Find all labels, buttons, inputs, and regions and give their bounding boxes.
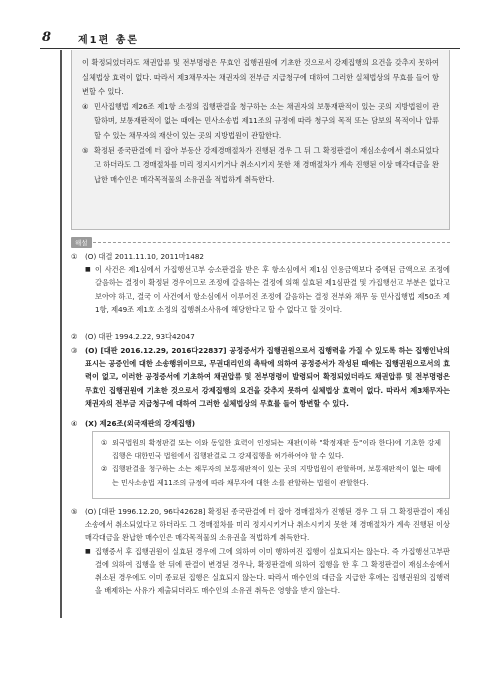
explanation-rule: [93, 242, 450, 243]
box-item-4: [82, 100, 439, 144]
header-rule: [40, 48, 460, 49]
item-text: 민사집행법 제26조 제1항 소정의 집행판결을 청구하는 소는 채권자의 보통재판적이 있는 곳의 지방법원이 관할하며, 보통재판적이 없는 때에는 민사소송법 제11조의 규정에 따라 청구의 목적 또는 담보의 목적이나 압류할 수 있는 채무자의 재산이 있는 곳의 지방법원이 관할한다.: [94, 101, 439, 140]
answer-number: ④: [71, 419, 78, 428]
answer-4: [71, 417, 450, 430]
answer-number: ②: [71, 332, 78, 341]
statute-clause-2: [101, 463, 441, 489]
box-item-5: [82, 144, 439, 188]
answer-number: ⑤: [71, 507, 78, 516]
answer-number: ①: [71, 252, 78, 261]
question-box: [71, 50, 450, 230]
answer-heading: (O) [대판 2016.12.29, 2016다22837] 공정증서가 집행권원으로서 집행력을 가질 수 있도록 하는 집행인낙의 표시는 공증인에 대한 소송행위이므로, 무권대리인의 촉탁에 의하여 공정증서가 작성된 때에는 집행권원으로서의 효력이 없고, 이러한 공정증서에 기초하여 채권압류 및 전부명령이 발령되어 확정되었더라도 채권압류 및 전부명령은 무효인 집행권원에 기초한 것으로서 강제집행의 요건을 갖추지 못하여 실체법상 효력이 없다. 따라서 제3채무자는 채권자의 전부금 지급청구에 대하여 그러한 실체법상의 무효를 들어 항변할 수 있다.: [85, 346, 450, 408]
answer-heading: (O) 대결 2011.11.10, 2011마1482: [85, 252, 204, 261]
answer-heading: (X) 제26조(외국재판의 강제집행): [85, 419, 196, 428]
answer-heading: (O) 대판 1994.2.22, 93다42047: [85, 332, 195, 341]
clause-number: ②: [101, 465, 108, 474]
clause-text: 집행판결을 청구하는 소는 채무자의 보통재판적이 있는 곳의 지방법원이 관할하며, 보통재판적이 없는 때에는 민사소송법 제11조의 규정에 따라 채무자에 대한 소를 관할하는 법원이 관할한다.: [112, 465, 441, 487]
statute-clause-1: [101, 437, 441, 463]
bullet-icon: ■: [85, 547, 91, 555]
margin-bar: [60, 50, 62, 618]
chapter-title: 제1편 총론: [78, 35, 140, 46]
answer-note: [71, 263, 450, 316]
page-header: [0, 0, 500, 52]
clause-text: 외국법원의 확정판결 또는 이와 동일한 효력이 인정되는 재판(이하 "확정재판 등"이라 한다)에 기초한 강제집행은 대한민국 법원에서 집행판결로 그 강제집행을 허가하여야 할 수 있다.: [112, 439, 441, 461]
answer-1: [71, 250, 450, 316]
answer-note: [71, 545, 450, 598]
answer-number: ③: [71, 346, 78, 355]
answer-5: [71, 505, 450, 597]
item-number: ④: [82, 101, 89, 111]
item-number: ⑤: [82, 145, 89, 155]
item-text: 확정된 종국판결에 터 잡아 부동산 강제경매절차가 진행된 경우 그 뒤 그 확정판결이 재심소송에서 취소되었다고 하더라도 그 경매절차를 미리 정지시키거나 취소시키지 못한 채 경매절차가 계속 진행된 이상 매각대금을 완납한 매수인은 매각목적물의 소유권을 적법하게 취득한다.: [94, 145, 439, 184]
explanation-label: 해설: [71, 237, 92, 248]
note-text: 집행증서 후 집행권원이 실효된 경우에 그에 의하여 이미 행하여진 집행이 실효되지는 않는다. 즉 가집행선고부판결에 의하여 집행을 한 뒤에 판결이 변경된 경우나, 확정판결에 의하여 집행을 한 후 그 확정판결이 재심소송에서 취소된 경우에도 이미 종료된 집행은 실효되지 않는다. 따라서 매수인의 대금을 지급한 후에는 집행권원의 집행력을 배제하는 사유가 제출되더라도 매수인의 소유권 취득은 영향을 받지 않는다.: [95, 546, 450, 596]
statute-box: [92, 431, 450, 499]
page-number: 8: [42, 30, 52, 45]
bullet-icon: ■: [85, 266, 91, 274]
answer-3: [71, 344, 450, 410]
answer-2: [71, 330, 450, 343]
clause-number: ①: [101, 439, 108, 447]
note-text: 이 사건은 제1심에서 가집행선고부 승소판결을 받은 후 항소심에서 제1심 인용금액보다 증액된 금액으로 조정에 갈음하는 결정이 확정된 경우이므로 조정에 갈음하는 결정에 의해 실효된 제1심판결 및 가집행선고 부분은 없다고 보아야 하고, 결국 이 사건에서 항소심에서 이루어진 조정에 갈음하는 결정 전부와 채무 등 민사집행법 제50조 제1항, 제49조 제1호 소정의 집행취소사유에 해당한다고 할 수 없다고 할 것이다.: [95, 265, 450, 314]
answer-heading: (O) [대판 1996.12.20, 96다42628] 확정된 종국판결에 터 잡아 경매절차가 진행된 경우 그 뒤 그 확정판결이 재심소송에서 취소되었다고 하더라도 그 경매절차를 미리 정지시키거나 취소시키지 못한 채 경매절차가 계속 진행된 이상 매각대금을 완납한 매수인은 매각목적물의 소유권을 적법하게 취득한다.: [85, 507, 450, 543]
box-continued-text: 이 확정되었더라도 채권압류 및 전부명령은 무효인 집행권원에 기초한 것으로서 강제집행의 요건을 갖추지 못하여 실체법상 효력이 없다. 따라서 제3채무자는 채권자의 전부금 지급청구에 대하여 그러한 실체법상의 무효를 들어 항변할 수 있다.: [82, 58, 439, 97]
